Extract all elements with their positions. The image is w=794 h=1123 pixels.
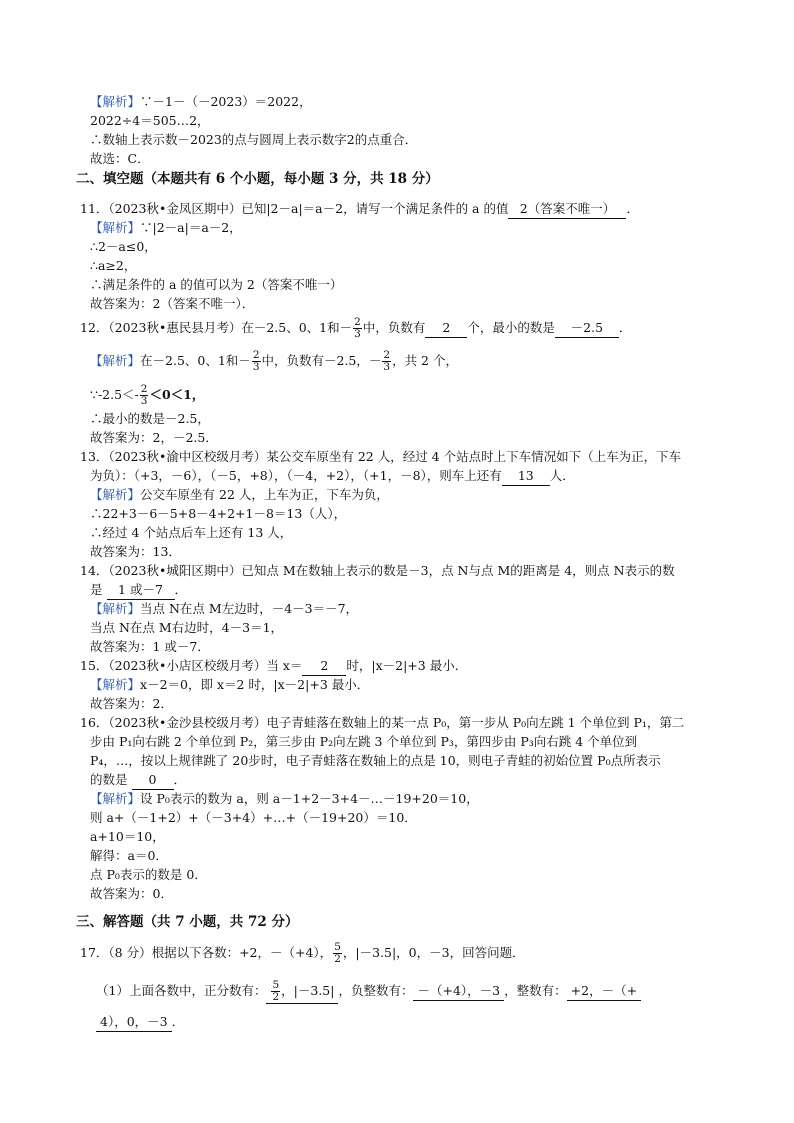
q14-answer-line: 故答案为：1 或－7． — [90, 639, 210, 654]
q16-analysis-3: a+10＝10， — [90, 829, 165, 844]
question-15-stem: 15．（2023秋•小店区校级月考）当 x＝ 2 时，|x－2|+3 最小． — [80, 656, 467, 676]
section-2-title: 二、填空题（本题共有 6 个小题，每小题 3 分，共 18 分） — [76, 171, 439, 187]
q16-analysis-4: 解得：a＝0． — [90, 848, 168, 863]
q17-negative-integers-blank: －（+4），－3 — [413, 981, 504, 1001]
analysis-tag: 【解析】 — [90, 94, 141, 109]
question-11-stem: 11．（2023秋•金凤区期中）已知|2－a|＝a－2，请写一个满足条件的 a 的值 2（答案不唯一） ． — [80, 199, 639, 219]
q16-analysis-5: 点 P₀表示的数是 0． — [90, 867, 207, 882]
q13-answer-line: 故答案为：13． — [90, 544, 181, 559]
q12-analysis-2: ∵-2.5＜- $\frac{2}{3}$ ＜0＜1， — [90, 383, 205, 407]
q12-answer-blank-1: 2 — [425, 318, 467, 338]
q15-answer-line: 故答案为：2． — [90, 696, 173, 711]
q14-analysis-2: 当点 N在点 M右边时，4－3＝1， — [90, 620, 284, 635]
q14-answer-blank: 1 或－7 — [107, 580, 175, 600]
question-14-stem-2: 是 1 或－7 ． — [90, 580, 187, 600]
question-12-stem: 12．（2023秋•惠民县月考）在－2.5、0、1和－ $\frac{2}{3}$ 中，负数有 2 个，最小的数是 －2.5 ． — [80, 316, 632, 340]
prev-analysis-line-1: 【解析】∵－1－（－2023）＝2022， — [90, 94, 312, 109]
q12-answer-line: 故答案为：2，－2.5． — [90, 430, 218, 445]
q16-answer-blank: 0 — [132, 770, 174, 790]
q11-answer-line: 故答案为：2（答案不唯一）． — [90, 296, 255, 311]
fraction-two-thirds: $\frac{2}{3}$ — [252, 349, 260, 373]
q13-answer-blank: 13 — [502, 466, 550, 486]
question-16-stem-3: P₄，…，按以上规律跳了 20步时，电子青蛙落在数轴上的点是 10，则电子青蛙的初始位置 P₀点所表示 — [90, 753, 661, 768]
q16-analysis-1: 【解析】设 P₀表示的数为 a，则 a－1+2－3+4－…－19+20＝10， — [90, 791, 479, 806]
question-13-stem-1: 13．（2023秋•渝中区校级月考）某公交车原坐有 22 人，经过 4 个站点时上下车情况如下（上车为正，下车 — [80, 449, 682, 464]
q17-positive-fractions-blank: $\frac{5}{2}$ ，|－3.5| — [266, 980, 338, 1004]
q17-part-1-line-1: （1）上面各数中，正分数有： $\frac{5}{2}$ ，|－3.5| ，负整数有： －（+4），－3 ，整数有： +2，－（+ — [96, 980, 641, 1004]
question-16-stem-1: 16．（2023秋•金沙县校级月考）电子青蛙落在数轴上的某一点 P₀，第一步从 P₀向左跳 1 个单位到 P₁，第二 — [80, 715, 685, 730]
q17-integers-blank-2: 4），0，－3 — [96, 1012, 172, 1032]
question-13-stem-2: 为负）：（+3，－6），（－5，+8），（－4，+2），（+1，－8），则车上还有 13 人． — [90, 466, 575, 486]
question-17-stem: 17．（8 分）根据以下各数：+2，－（+4）， $\frac{5}{2}$ ，|－3.5|，0，－3，回答问题． — [80, 941, 525, 965]
question-14-stem-1: 14．（2023秋•城阳区期中）已知点 M在数轴上表示的数是－3，点 N与点 M的距离是 4，则点 N表示的数 — [80, 563, 675, 578]
prev-answer-line: 故选：C． — [90, 151, 150, 166]
fraction-five-halves: $\frac{5}{2}$ — [272, 979, 280, 1003]
q17-part-1-line-2: 4），0，－3 ． — [96, 1012, 184, 1032]
question-16-stem-2: 步由 P₁向右跳 2 个单位到 P₂，第三步由 P₂向左跳 3 个单位到 P₃，第四步由 P₃向右跳 4 个单位到 — [90, 734, 638, 749]
q12-analysis-1: 【解析】在－2.5、0、1和－ $\frac{2}{3}$ 中，负数有－2.5，－ $\frac{2}{3}$ ，共 2 个， — [90, 349, 458, 373]
q13-analysis-2: ∴22+3－6－5+8－4+2+1－8＝13（人）， — [90, 506, 347, 521]
prev-analysis-line-3: ∴数轴上表示数－2023的点与圆周上表示数字2的点重合． — [90, 132, 418, 147]
q11-analysis-2: ∴2－a≤0， — [90, 239, 157, 254]
q17-integers-blank-1: +2，－（+ — [567, 981, 641, 1001]
q11-analysis-4: ∴满足条件的 a 的值可以为 2（答案不唯一） — [90, 277, 343, 292]
q13-analysis-3: ∴经过 4 个站点后车上还有 13 人， — [90, 525, 293, 540]
section-3-title: 三、解答题（共 7 小题，共 72 分） — [76, 914, 299, 930]
q16-answer-line: 故答案为：0． — [90, 886, 173, 901]
prev-analysis-line-2: 2022÷4＝505…2， — [90, 113, 210, 128]
q12-answer-blank-2: －2.5 — [555, 318, 619, 338]
q11-answer-blank: 2（答案不唯一） — [508, 199, 626, 219]
q15-analysis-1: 【解析】x－2＝0，即 x＝2 时，|x－2|+3 最小． — [90, 677, 370, 692]
fraction-two-thirds: $\frac{2}{3}$ — [354, 316, 361, 340]
q15-answer-blank: 2 — [302, 656, 346, 676]
q11-analysis-1: 【解析】∵|2－a|＝a－2， — [90, 220, 242, 235]
q14-analysis-1: 【解析】当点 N在点 M左边时，－4－3＝－7， — [90, 601, 359, 616]
q11-analysis-3: ∴a≥2， — [90, 258, 137, 273]
fraction-five-halves: $\frac{5}{2}$ — [334, 941, 341, 965]
fraction-two-thirds: $\frac{2}{3}$ — [383, 349, 391, 373]
q13-analysis-1: 【解析】公交车原坐有 22 人，上车为正，下车为负， — [90, 487, 389, 502]
q12-analysis-3: ∴最小的数是－2.5， — [90, 411, 210, 426]
q16-analysis-2: 则 a+（－1+2）+（－3+4）+…+（－19+20）＝10． — [90, 810, 417, 825]
question-16-stem-4: 的数是 0 ． — [90, 770, 186, 790]
fraction-two-thirds: $\frac{2}{3}$ — [140, 383, 148, 407]
